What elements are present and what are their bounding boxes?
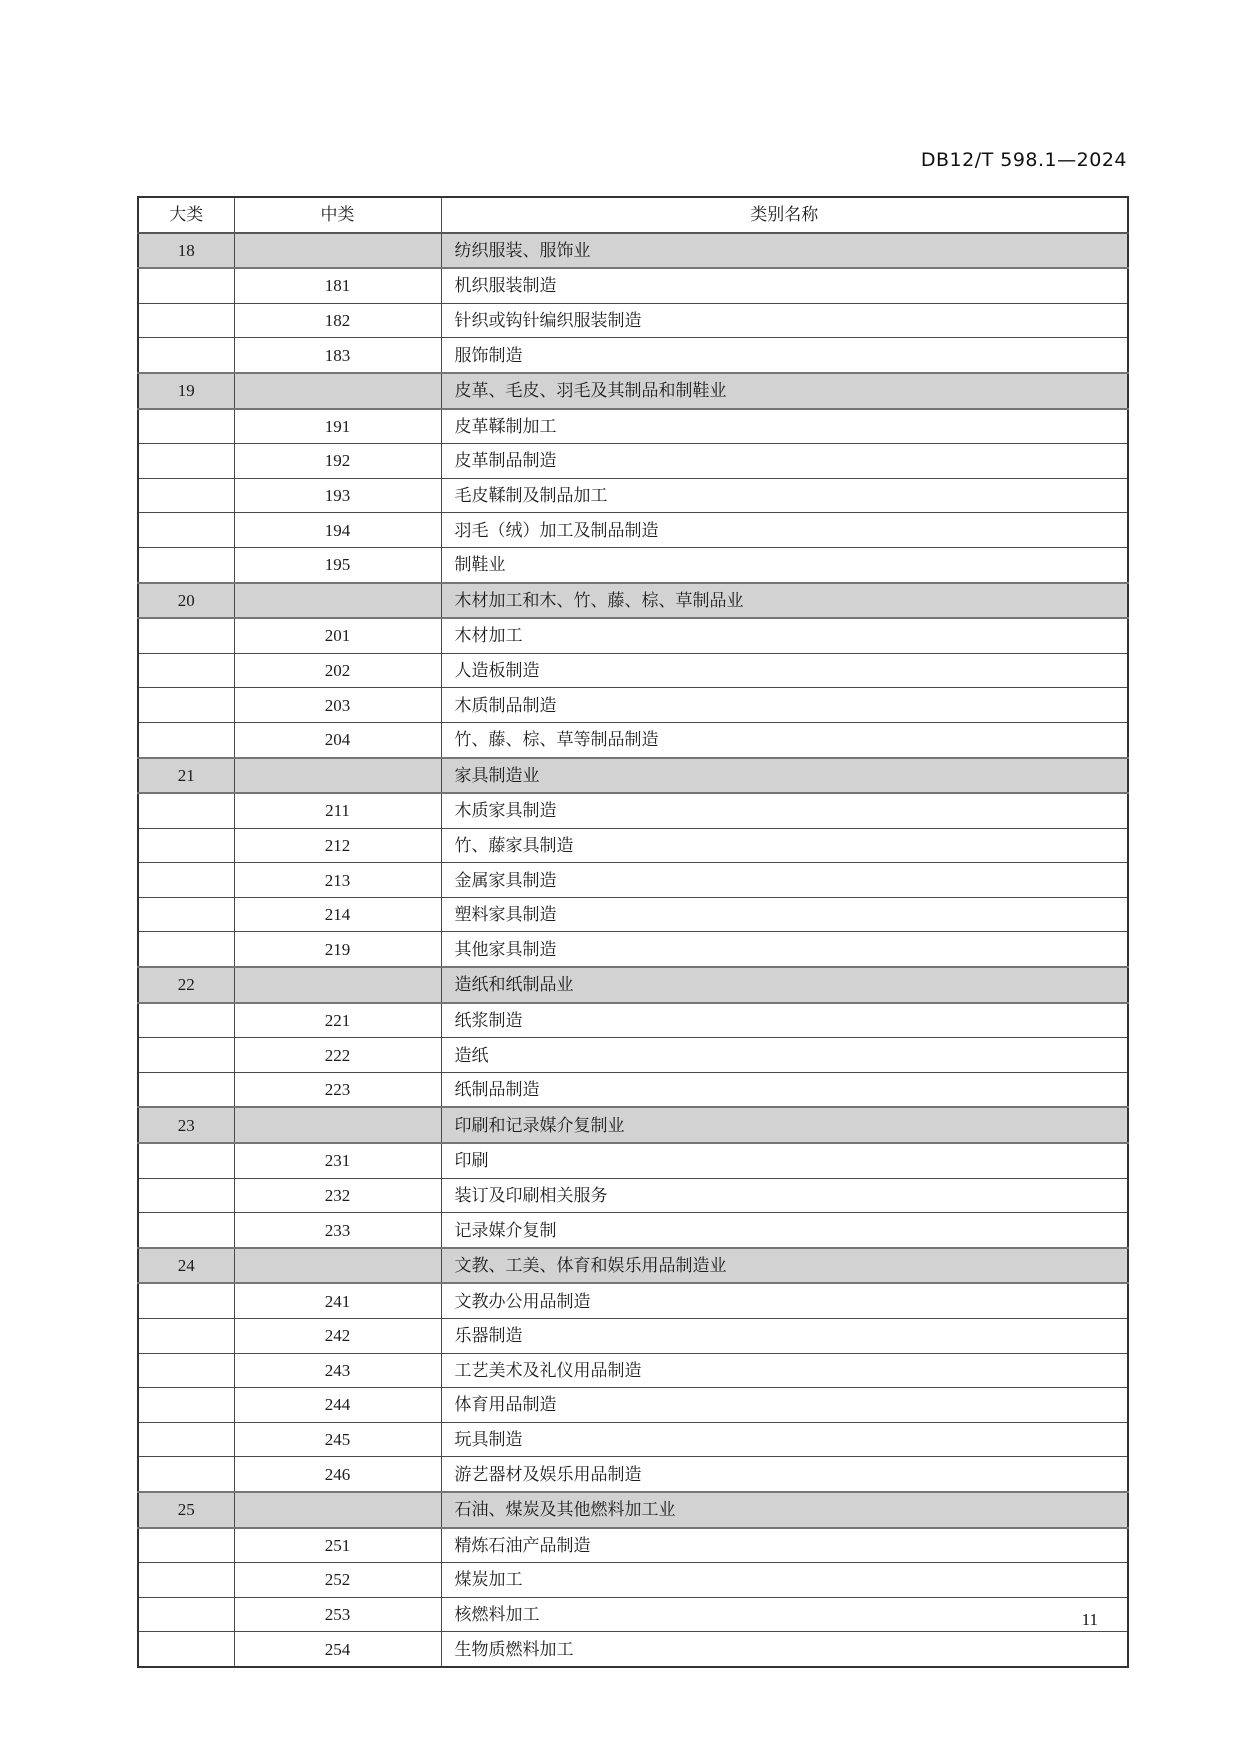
category-name-cell: 木材加工	[441, 618, 1128, 653]
major-class-cell	[138, 1038, 234, 1073]
middle-class-cell: 195	[234, 547, 441, 582]
category-name-cell: 印刷	[441, 1143, 1128, 1178]
table-row	[138, 1422, 1128, 1457]
middle-class-cell: 214	[234, 897, 441, 932]
table-row	[138, 1213, 1128, 1248]
middle-class-cell: 219	[234, 932, 441, 967]
category-name-cell: 造纸和纸制品业	[441, 967, 1128, 1003]
table-row	[138, 1528, 1128, 1563]
major-class-cell	[138, 897, 234, 932]
major-class-cell	[138, 444, 234, 479]
major-class-cell	[138, 618, 234, 653]
category-name-cell: 核燃料加工	[441, 1597, 1128, 1632]
major-class-cell	[138, 1388, 234, 1423]
major-class-cell: 24	[138, 1248, 234, 1284]
major-class-cell: 18	[138, 233, 234, 269]
table-row	[138, 863, 1128, 898]
category-name-cell: 纺织服装、服饰业	[441, 233, 1128, 269]
middle-class-cell: 243	[234, 1353, 441, 1388]
middle-class-cell: 252	[234, 1563, 441, 1598]
table-row	[138, 444, 1128, 479]
major-class-cell	[138, 1143, 234, 1178]
major-class-cell	[138, 1422, 234, 1457]
middle-class-cell: 223	[234, 1072, 441, 1107]
table-row	[138, 1248, 1128, 1284]
table-row	[138, 1283, 1128, 1318]
major-class-cell	[138, 1319, 234, 1354]
middle-class-cell: 251	[234, 1528, 441, 1563]
middle-class-cell	[234, 233, 441, 269]
table-row	[138, 722, 1128, 757]
middle-class-cell: 246	[234, 1457, 441, 1492]
category-name-cell: 皮革鞣制加工	[441, 409, 1128, 444]
category-name-cell: 皮革制品制造	[441, 444, 1128, 479]
major-class-cell	[138, 1178, 234, 1213]
category-name-cell: 机织服装制造	[441, 268, 1128, 303]
major-class-cell	[138, 303, 234, 338]
category-name-cell: 木质制品制造	[441, 688, 1128, 723]
middle-class-cell: 192	[234, 444, 441, 479]
table-row	[138, 932, 1128, 967]
table-row	[138, 268, 1128, 303]
category-name-cell: 纸制品制造	[441, 1072, 1128, 1107]
middle-class-cell: 245	[234, 1422, 441, 1457]
category-name-cell: 煤炭加工	[441, 1563, 1128, 1598]
table-body	[138, 233, 1128, 1667]
middle-class-cell: 211	[234, 793, 441, 828]
middle-class-cell: 231	[234, 1143, 441, 1178]
major-class-cell	[138, 1632, 234, 1667]
table-row	[138, 1597, 1128, 1632]
middle-class-cell: 222	[234, 1038, 441, 1073]
table-header-row	[138, 197, 1128, 233]
table-row	[138, 653, 1128, 688]
category-name-cell: 造纸	[441, 1038, 1128, 1073]
table-row	[138, 409, 1128, 444]
middle-class-cell: 182	[234, 303, 441, 338]
category-name-cell: 记录媒介复制	[441, 1213, 1128, 1248]
table-row	[138, 758, 1128, 794]
category-name-cell: 针织或钩针编织服装制造	[441, 303, 1128, 338]
major-class-cell	[138, 1003, 234, 1038]
category-name-cell: 文教、工美、体育和娱乐用品制造业	[441, 1248, 1128, 1284]
middle-class-cell: 242	[234, 1319, 441, 1354]
category-name-cell: 纸浆制造	[441, 1003, 1128, 1038]
table-row	[138, 547, 1128, 582]
category-name-cell: 家具制造业	[441, 758, 1128, 794]
major-class-cell	[138, 1528, 234, 1563]
category-name-cell: 制鞋业	[441, 547, 1128, 582]
category-name-cell: 竹、藤、棕、草等制品制造	[441, 722, 1128, 757]
middle-class-cell: 191	[234, 409, 441, 444]
table-row	[138, 1178, 1128, 1213]
category-name-cell: 毛皮鞣制及制品加工	[441, 478, 1128, 513]
middle-class-cell: 244	[234, 1388, 441, 1423]
category-name-cell: 服饰制造	[441, 338, 1128, 373]
category-name-cell: 金属家具制造	[441, 863, 1128, 898]
major-class-cell: 20	[138, 583, 234, 619]
major-class-cell: 21	[138, 758, 234, 794]
table-row	[138, 967, 1128, 1003]
middle-class-cell: 212	[234, 828, 441, 863]
table-row	[138, 373, 1128, 409]
category-name-cell: 乐器制造	[441, 1319, 1128, 1354]
table-row	[138, 303, 1128, 338]
table-row	[138, 897, 1128, 932]
document-code: DB12/T 598.1—2024	[920, 149, 1127, 171]
major-class-cell: 19	[138, 373, 234, 409]
table-row	[138, 478, 1128, 513]
major-class-cell: 23	[138, 1107, 234, 1143]
middle-class-cell	[234, 373, 441, 409]
category-name-cell: 玩具制造	[441, 1422, 1128, 1457]
category-name-cell: 皮革、毛皮、羽毛及其制品和制鞋业	[441, 373, 1128, 409]
middle-class-cell: 194	[234, 513, 441, 548]
major-class-cell	[138, 793, 234, 828]
category-name-cell: 竹、藤家具制造	[441, 828, 1128, 863]
category-name-cell: 游艺器材及娱乐用品制造	[441, 1457, 1128, 1492]
middle-class-cell: 241	[234, 1283, 441, 1318]
table-row	[138, 1632, 1128, 1667]
major-class-cell	[138, 1457, 234, 1492]
major-class-cell	[138, 722, 234, 757]
table-row	[138, 828, 1128, 863]
category-name-cell: 精炼石油产品制造	[441, 1528, 1128, 1563]
middle-class-cell: 233	[234, 1213, 441, 1248]
column-header-middle-class: 中类	[234, 197, 441, 233]
middle-class-cell: 183	[234, 338, 441, 373]
middle-class-cell: 202	[234, 653, 441, 688]
column-header-category-name: 类别名称	[441, 197, 1128, 233]
category-name-cell: 印刷和记录媒介复制业	[441, 1107, 1128, 1143]
table-row	[138, 793, 1128, 828]
table-row	[138, 1143, 1128, 1178]
table-row	[138, 1319, 1128, 1354]
major-class-cell	[138, 1283, 234, 1318]
major-class-cell	[138, 547, 234, 582]
middle-class-cell: 232	[234, 1178, 441, 1213]
middle-class-cell	[234, 758, 441, 794]
table-row	[138, 618, 1128, 653]
column-header-major-class: 大类	[138, 197, 234, 233]
category-name-cell: 木材加工和木、竹、藤、棕、草制品业	[441, 583, 1128, 619]
table-row	[138, 1353, 1128, 1388]
table-row	[138, 1457, 1128, 1492]
page-number: 11	[1081, 1610, 1098, 1629]
category-name-cell: 羽毛（绒）加工及制品制造	[441, 513, 1128, 548]
major-class-cell	[138, 513, 234, 548]
table-row	[138, 513, 1128, 548]
category-name-cell: 石油、煤炭及其他燃料加工业	[441, 1492, 1128, 1528]
major-class-cell	[138, 338, 234, 373]
middle-class-cell: 201	[234, 618, 441, 653]
classification-table	[137, 196, 1129, 1668]
table-row	[138, 583, 1128, 619]
middle-class-cell	[234, 967, 441, 1003]
table-row	[138, 338, 1128, 373]
middle-class-cell: 181	[234, 268, 441, 303]
middle-class-cell: 213	[234, 863, 441, 898]
category-name-cell: 塑料家具制造	[441, 897, 1128, 932]
table-row	[138, 233, 1128, 269]
middle-class-cell	[234, 1492, 441, 1528]
middle-class-cell: 193	[234, 478, 441, 513]
table-header	[138, 197, 1128, 233]
middle-class-cell	[234, 583, 441, 619]
major-class-cell	[138, 863, 234, 898]
major-class-cell: 22	[138, 967, 234, 1003]
major-class-cell	[138, 1072, 234, 1107]
table-row	[138, 1072, 1128, 1107]
category-name-cell: 工艺美术及礼仪用品制造	[441, 1353, 1128, 1388]
category-name-cell: 其他家具制造	[441, 932, 1128, 967]
category-name-cell: 体育用品制造	[441, 1388, 1128, 1423]
category-name-cell: 装订及印刷相关服务	[441, 1178, 1128, 1213]
major-class-cell	[138, 409, 234, 444]
major-class-cell: 25	[138, 1492, 234, 1528]
middle-class-cell: 221	[234, 1003, 441, 1038]
table-row	[138, 1107, 1128, 1143]
major-class-cell	[138, 932, 234, 967]
major-class-cell	[138, 653, 234, 688]
table-row	[138, 1388, 1128, 1423]
table-row	[138, 1038, 1128, 1073]
category-name-cell: 生物质燃料加工	[441, 1632, 1128, 1667]
middle-class-cell: 253	[234, 1597, 441, 1632]
major-class-cell	[138, 828, 234, 863]
major-class-cell	[138, 478, 234, 513]
table-row	[138, 1492, 1128, 1528]
middle-class-cell: 204	[234, 722, 441, 757]
major-class-cell	[138, 268, 234, 303]
major-class-cell	[138, 1213, 234, 1248]
middle-class-cell	[234, 1248, 441, 1284]
category-name-cell: 文教办公用品制造	[441, 1283, 1128, 1318]
middle-class-cell: 254	[234, 1632, 441, 1667]
major-class-cell	[138, 688, 234, 723]
middle-class-cell	[234, 1107, 441, 1143]
major-class-cell	[138, 1563, 234, 1598]
category-name-cell: 人造板制造	[441, 653, 1128, 688]
category-name-cell: 木质家具制造	[441, 793, 1128, 828]
middle-class-cell: 203	[234, 688, 441, 723]
major-class-cell	[138, 1597, 234, 1632]
major-class-cell	[138, 1353, 234, 1388]
table-row	[138, 688, 1128, 723]
table-row	[138, 1003, 1128, 1038]
table-row	[138, 1563, 1128, 1598]
